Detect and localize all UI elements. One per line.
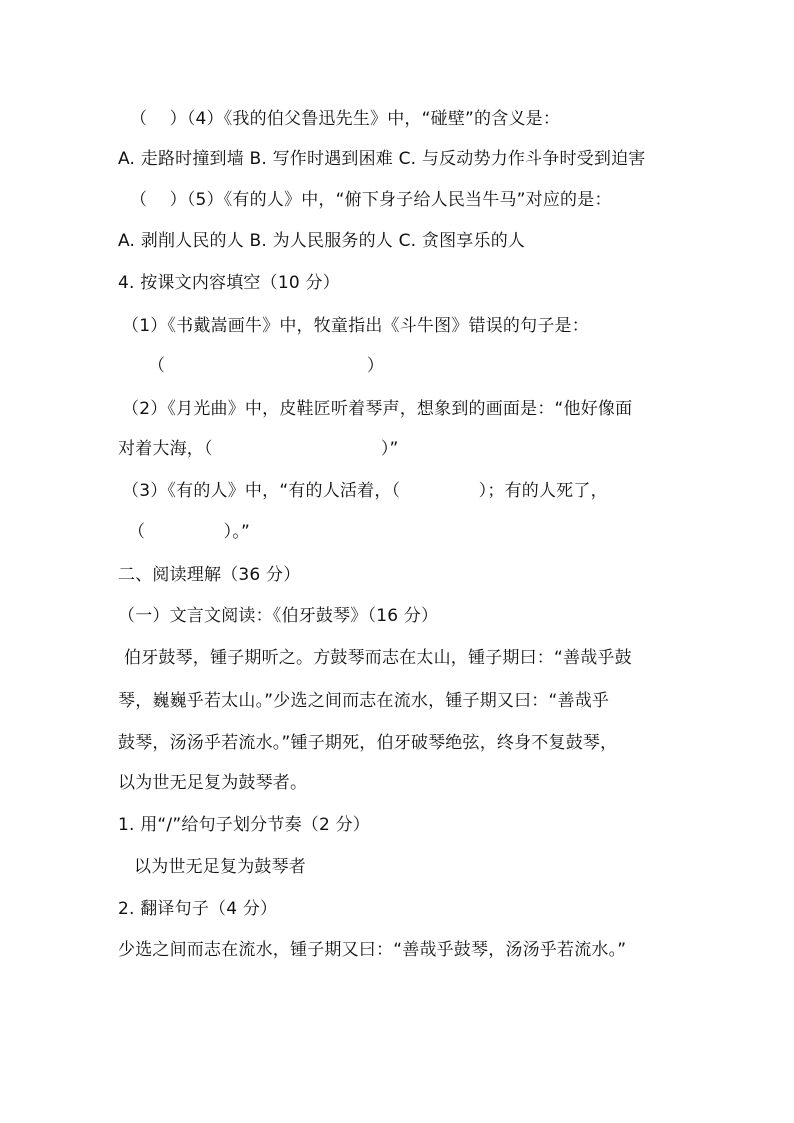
translate-sentence: 少选之间而志在流水，锺子期又曰：“善哉乎鼓琴，汤汤乎若流水。” bbox=[118, 940, 627, 960]
fill-blank-1-answer: （ ） bbox=[148, 356, 385, 376]
passage-line-4: 以为世无足复为鼓琴者。 bbox=[118, 773, 308, 793]
passage-line-1: 伯牙鼓琴，锺子期听之。方鼓琴而志在太山，锺子期曰：“善哉乎鼓 bbox=[124, 648, 632, 668]
translate-question: 2. 翻译句子（4 分） bbox=[118, 899, 278, 919]
passage-line-3: 鼓琴，汤汤乎若流水。”锺子期死，伯牙破琴绝弦，终身不复鼓琴， bbox=[118, 733, 618, 753]
question-4-options: A. 走路时撞到墙 B. 写作时遇到困难 C. 与反动势力作斗争时受到迫害 bbox=[118, 149, 646, 169]
rhythm-question: 1. 用“/”给句子划分节奏（2 分） bbox=[118, 815, 370, 835]
question-4-碰壁: （ ）（4）《我的伯父鲁迅先生》中，“碰壁”的含义是： bbox=[130, 109, 561, 129]
fill-blank-2: （2）《月光曲》中，皮鞋匠听着琴声，想象到的画面是：“他好像面 bbox=[122, 399, 633, 419]
fill-blank-1: （1）《书戴嵩画牛》中，牧童指出《斗牛图》错误的句子是： bbox=[122, 316, 589, 336]
fill-blank-3-cont: （ ）。” bbox=[128, 522, 251, 542]
passage-line-2: 琴，巍巍乎若太山。”少选之间而志在流水，锺子期又曰：“善哉乎 bbox=[118, 691, 610, 711]
question-5-牛马: （ ）（5）《有的人》中，“俯下身子给人民当牛马”对应的是： bbox=[130, 190, 612, 210]
classical-reading-heading: （一）文言文阅读：《伯牙鼓琴》（16 分） bbox=[118, 606, 439, 626]
fill-blank-2-cont: 对着大海，（ ）” bbox=[118, 439, 399, 459]
section-2-heading: 二、阅读理解（36 分） bbox=[118, 565, 301, 585]
section-4-heading: 4. 按课文内容填空（10 分） bbox=[118, 273, 340, 293]
fill-blank-3: （3）《有的人》中，“有的人活着，（ ）；有的人死了， bbox=[122, 481, 608, 501]
rhythm-sentence: 以为世无足复为鼓琴者 bbox=[134, 857, 306, 877]
question-5-options: A. 剥削人民的人 B. 为人民服务的人 C. 贪图享乐的人 bbox=[118, 231, 526, 251]
